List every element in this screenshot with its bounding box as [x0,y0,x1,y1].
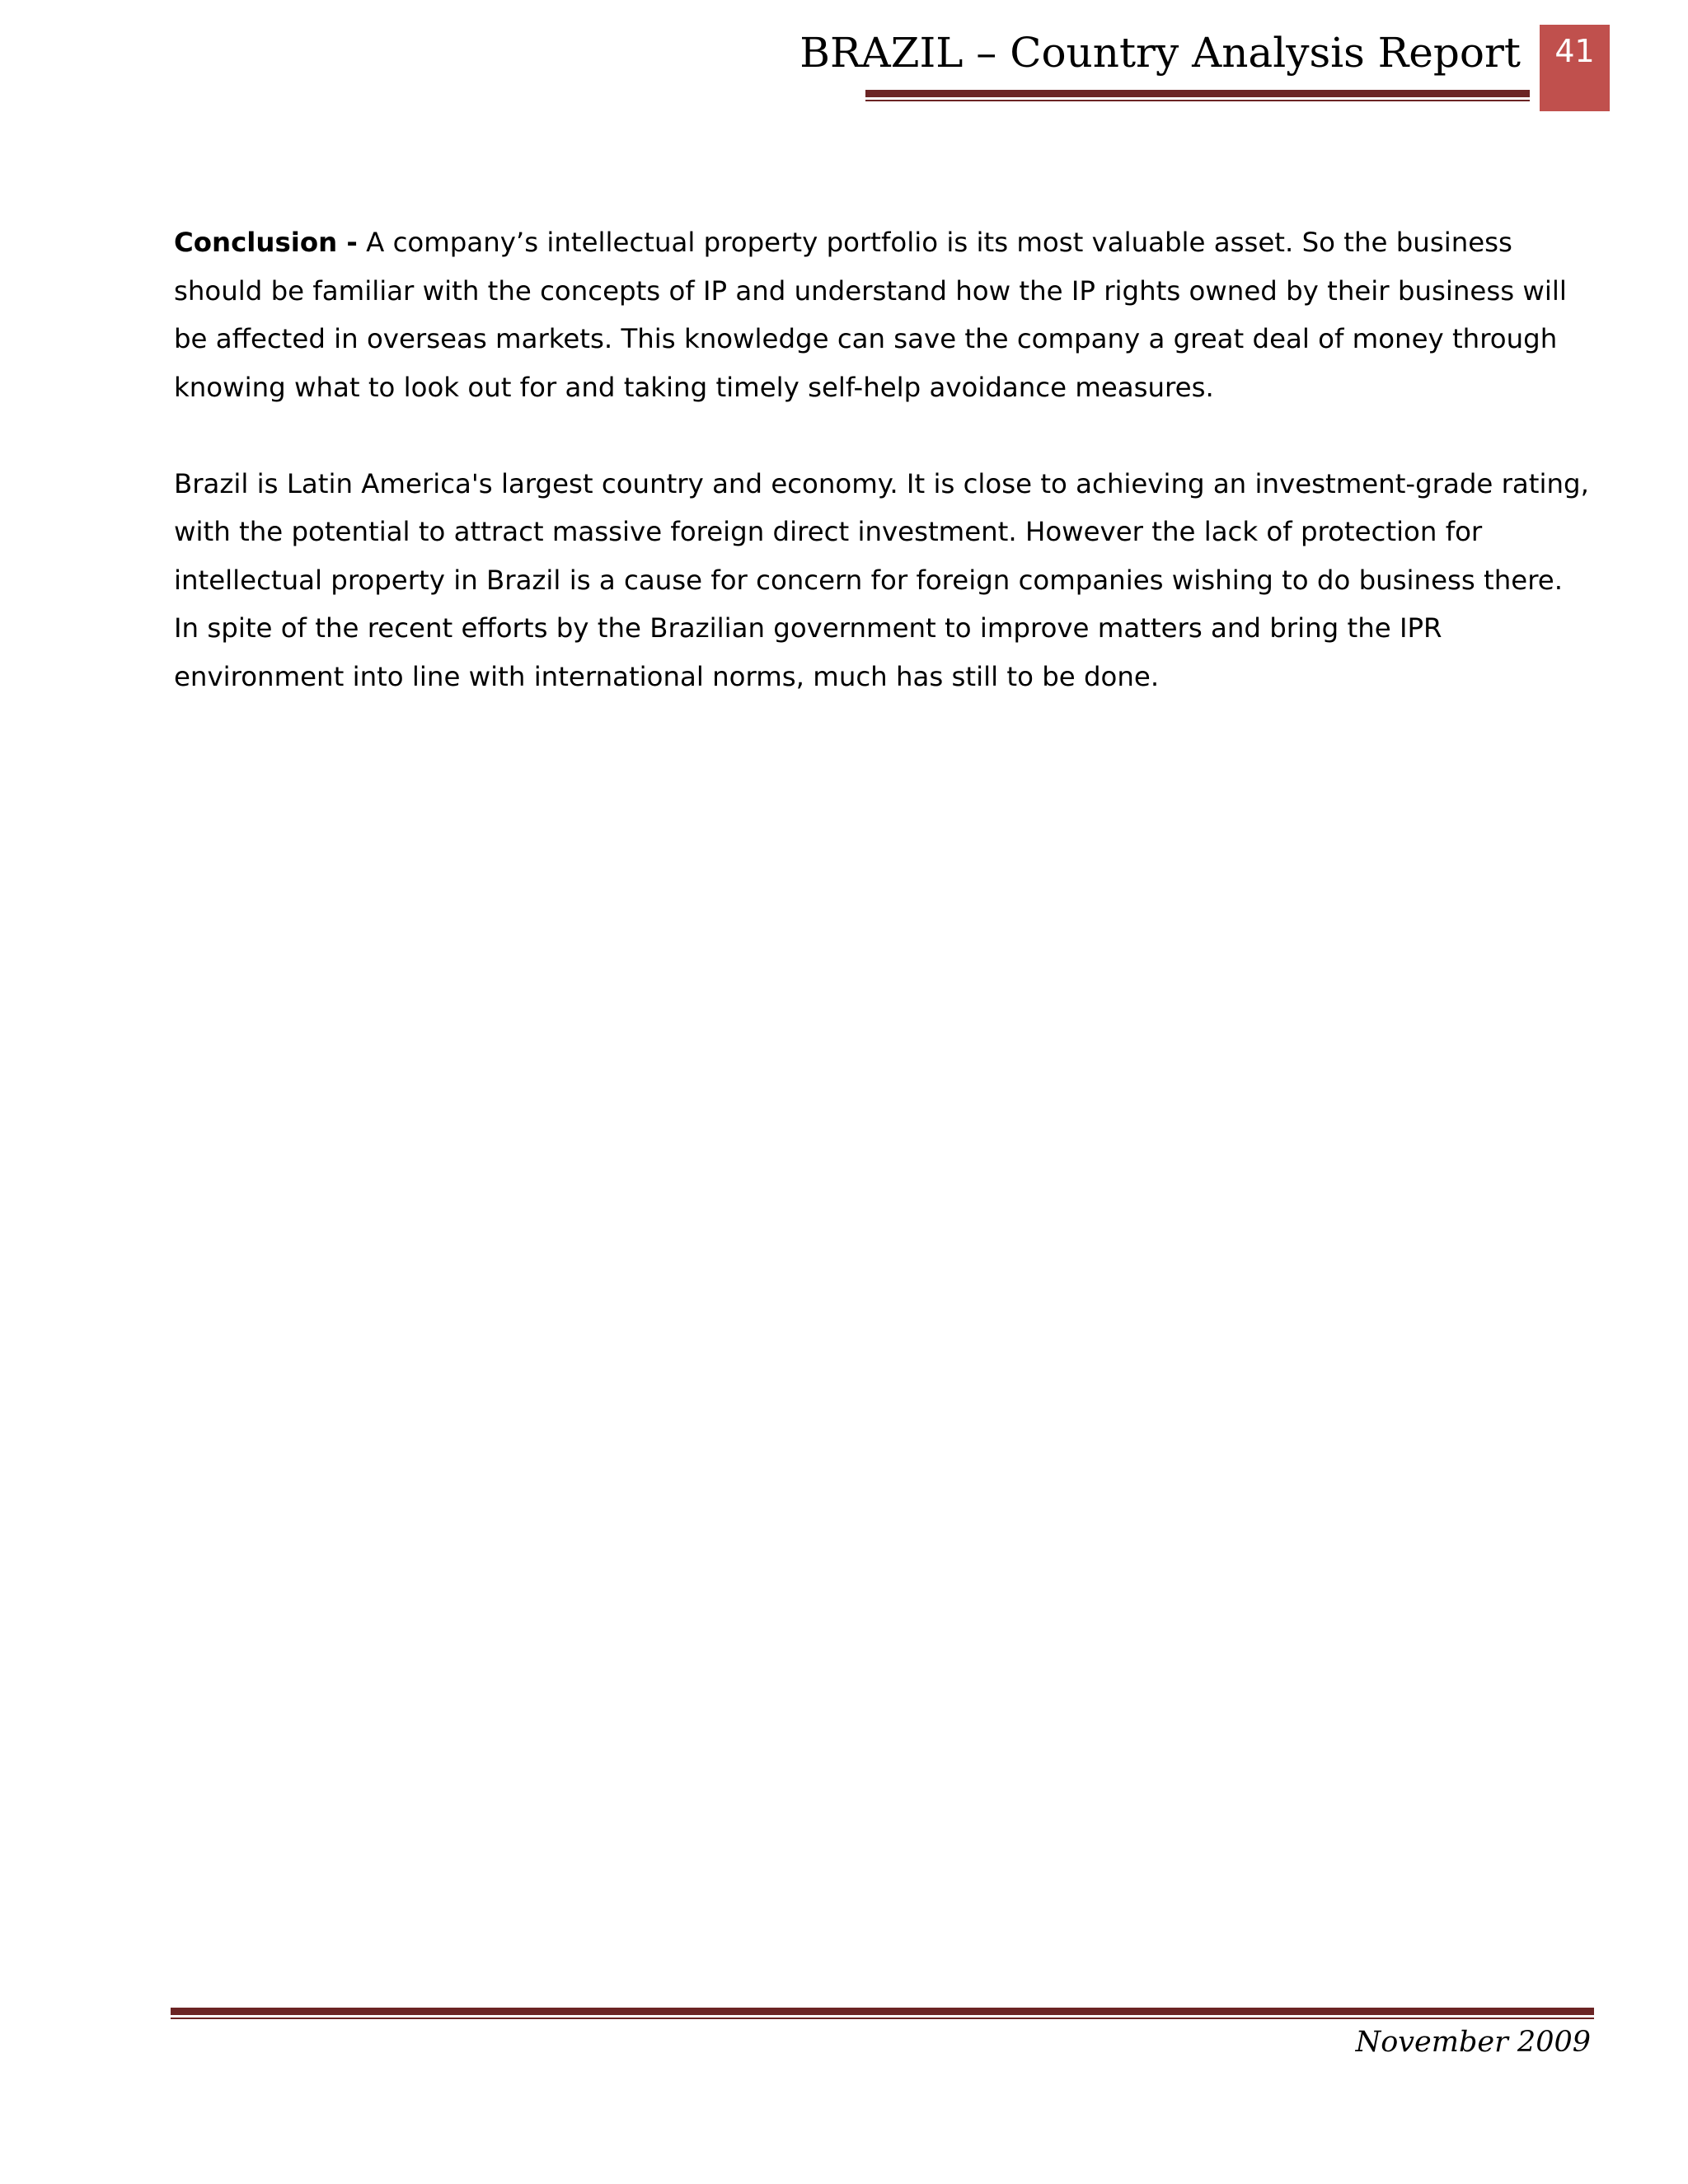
brazil-paragraph: Brazil is Latin America's largest country and economy. It is close to achieving an investment-grade rating, with the potential to attract massive foreign direct investment. However the lack of protection for intellectual property in Brazil is a cause for concern for foreign companies wishing to do business there. In spite of the recent efforts by the Brazilian government to improve matters and bring the IPR environment into line with international norms, much has still to be done. [174,467,1589,692]
footer-rule [171,2008,1594,2015]
conclusion-text: A company’s intellectual property portfolio is its most valuable asset. So the business should be familiar with the concepts of IP and understand how the IP rights owned by their business will be affected in overseas markets. This knowledge can save the company a great deal of money through knowing what to look out for and taking timely self-help avoidance measures. [174,227,1567,403]
document-body [174,218,1593,749]
page-number: 41 [1554,33,1595,69]
footer-rule-thin [171,2018,1594,2019]
header-rule [865,90,1530,97]
header-rule-thin [865,100,1530,101]
footer-date: November 2009 [1355,2026,1591,2059]
conclusion-paragraph [174,218,1593,411]
conclusion-heading: Conclusion - [174,227,358,258]
report-title: BRAZIL – Country Analysis Report [799,29,1521,77]
page-number-badge [1540,25,1610,111]
